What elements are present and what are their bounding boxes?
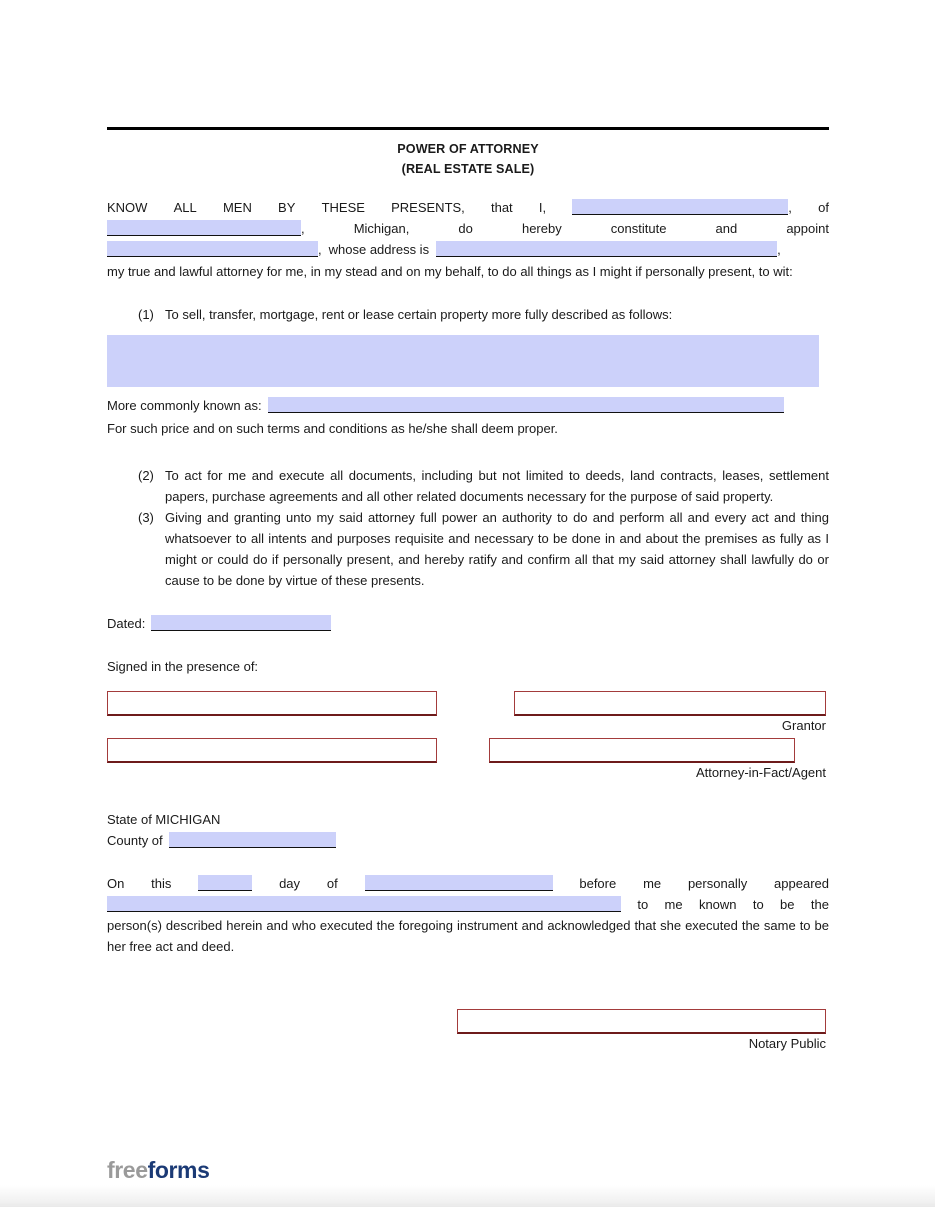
intro-word-know: KNOW xyxy=(107,200,148,215)
dated-field[interactable] xyxy=(151,615,331,631)
more-commonly-known-as-label: More commonly known as: xyxy=(107,398,262,413)
document-content xyxy=(107,127,829,1067)
clause-1 xyxy=(138,304,829,325)
intro-word-of: of xyxy=(818,200,829,215)
intro-line-2 xyxy=(107,218,829,239)
principal-name-field[interactable] xyxy=(572,199,788,215)
signed-in-presence-label: Signed in the presence of: xyxy=(107,659,259,674)
notary-word-me-2: me xyxy=(664,897,683,912)
clause-3-text: Giving and granting unto my said attorney full power an authority to do and perform all and every act and thing whatsoever to all intents and purposes requisite and necessary to be done in and about the premises as fully as I might or could do if personally present, and hereby ratify and confirm all that my said attorney shall lawfully do or cause to be done by virtue of these presents. xyxy=(165,510,829,588)
more-commonly-known-as-row xyxy=(107,395,829,416)
notary-word-to: to xyxy=(637,897,649,912)
intro-word-by: BY xyxy=(278,200,296,215)
notary-month-year-field[interactable] xyxy=(365,875,553,891)
notary-word-on: On xyxy=(107,876,125,891)
intro-word-men: MEN xyxy=(222,200,252,215)
notary-ack-line-3: person(s) described herein and who executed the foregoing instrument and acknowledged that she executed the same to be her free act and deed. xyxy=(107,918,829,954)
principal-name-field-group xyxy=(572,197,792,218)
notary-county-label: County of xyxy=(107,833,163,848)
page-bottom-shadow xyxy=(0,1185,935,1207)
notary-appearer-name-field[interactable] xyxy=(107,896,621,912)
grantor-signature-box[interactable] xyxy=(514,691,826,716)
notary-month-year-field-group xyxy=(365,873,553,894)
notary-word-this: this xyxy=(151,876,172,891)
agent-name-field-group xyxy=(107,239,322,260)
notary-appearer-field-group xyxy=(107,894,621,915)
principal-city-field-group xyxy=(107,218,305,239)
notary-word-day: day xyxy=(279,876,301,891)
notary-county-field[interactable] xyxy=(169,832,336,848)
intro-comma-after-city: , xyxy=(301,221,305,236)
notary-signature-box[interactable] xyxy=(457,1009,826,1034)
notary-day-field[interactable] xyxy=(198,875,252,891)
clause-1-text: To sell, transfer, mortgage, rent or lease certain property more fully described as follows: xyxy=(165,307,673,322)
logo-text-free: free xyxy=(107,1157,148,1183)
notary-word-be: be xyxy=(780,897,795,912)
notary-state-line: State of MICHIGAN xyxy=(107,812,221,827)
notary-word-appeared: appeared xyxy=(774,876,829,891)
document-title-line-1: POWER OF ATTORNEY xyxy=(397,142,539,156)
intro-word-and: and xyxy=(715,221,738,236)
clause-3-number: (3) xyxy=(138,510,154,525)
intro-word-i: I, xyxy=(538,200,547,215)
intro-comma-after-agent: , xyxy=(318,242,322,257)
attorney-in-fact-signature-caption: Attorney-in-Fact/Agent xyxy=(695,765,826,780)
witness-1-signature-box[interactable] xyxy=(107,691,437,716)
signature-zone xyxy=(107,691,829,809)
agent-address-field-group xyxy=(436,239,781,260)
more-commonly-known-as-field-group xyxy=(262,395,784,416)
agent-name-field[interactable] xyxy=(107,241,318,257)
notary-signature-zone xyxy=(107,1009,829,1067)
notary-word-to-2: to xyxy=(752,897,764,912)
notary-word-the: the xyxy=(810,897,829,912)
witness-2-signature-box[interactable] xyxy=(107,738,437,763)
intro-word-constitute: constitute xyxy=(610,221,667,236)
notary-word-known: known xyxy=(698,897,737,912)
intro-word-that: that xyxy=(490,200,513,215)
clause-2-text: To act for me and execute all documents, including but not limited to deeds, land contracts, leases, settlement papers, purchase agreements and all other related documents necessary for the purpose of said property. xyxy=(165,468,829,504)
intro-word-do: do xyxy=(458,221,473,236)
grantor-signature-caption: Grantor xyxy=(781,718,826,733)
notary-county-row xyxy=(107,830,829,851)
notary-signature-caption: Notary Public xyxy=(748,1036,826,1051)
agent-address-field[interactable] xyxy=(436,241,777,257)
intro-word-hereby: hereby xyxy=(521,221,562,236)
intro-word-appoint: appoint xyxy=(786,221,829,236)
intro-line-4: my true and lawful attorney for me, in my stead and on my behalf, to do all things as I might if personally present, to wit: xyxy=(107,264,793,279)
intro-comma-after-address: , xyxy=(777,242,781,257)
price-terms-line: For such price and on such terms and conditions as he/she shall deem proper. xyxy=(107,421,558,436)
notary-ack-line-1 xyxy=(107,873,829,894)
notary-word-personally: personally xyxy=(687,876,748,891)
property-description-field[interactable] xyxy=(107,335,819,387)
freeforms-logo xyxy=(107,1157,210,1184)
intro-word-michigan: Michigan, xyxy=(353,221,410,236)
intro-comma-after-principal: , xyxy=(788,200,792,215)
notary-word-me: me xyxy=(643,876,662,891)
intro-line-3 xyxy=(107,239,829,260)
principal-city-field[interactable] xyxy=(107,220,301,236)
notary-day-field-group xyxy=(198,873,252,894)
notary-county-field-group xyxy=(163,830,336,851)
intro-line-1 xyxy=(107,197,829,218)
clause-3 xyxy=(138,507,829,591)
attorney-in-fact-signature-box[interactable] xyxy=(489,738,795,763)
dated-row xyxy=(107,613,829,634)
clause-2-number: (2) xyxy=(138,468,154,483)
intro-word-all: ALL xyxy=(173,200,197,215)
notary-word-of: of xyxy=(326,876,338,891)
notary-ack-line-2 xyxy=(107,894,829,915)
intro-word-these: THESE xyxy=(321,200,365,215)
logo-text-forms: forms xyxy=(147,1157,210,1183)
dated-label: Dated: xyxy=(107,616,146,631)
notary-word-before: before xyxy=(579,876,617,891)
clause-2 xyxy=(138,465,829,507)
intro-phrase-whose-address-is: whose address is xyxy=(328,242,430,257)
intro-word-presents: PRESENTS, xyxy=(391,200,465,215)
clause-1-number: (1) xyxy=(138,307,154,322)
more-commonly-known-as-field[interactable] xyxy=(268,397,784,413)
dated-field-group xyxy=(145,613,331,634)
header-rule xyxy=(107,127,829,130)
document-title-line-2: (REAL ESTATE SALE) xyxy=(401,162,535,176)
